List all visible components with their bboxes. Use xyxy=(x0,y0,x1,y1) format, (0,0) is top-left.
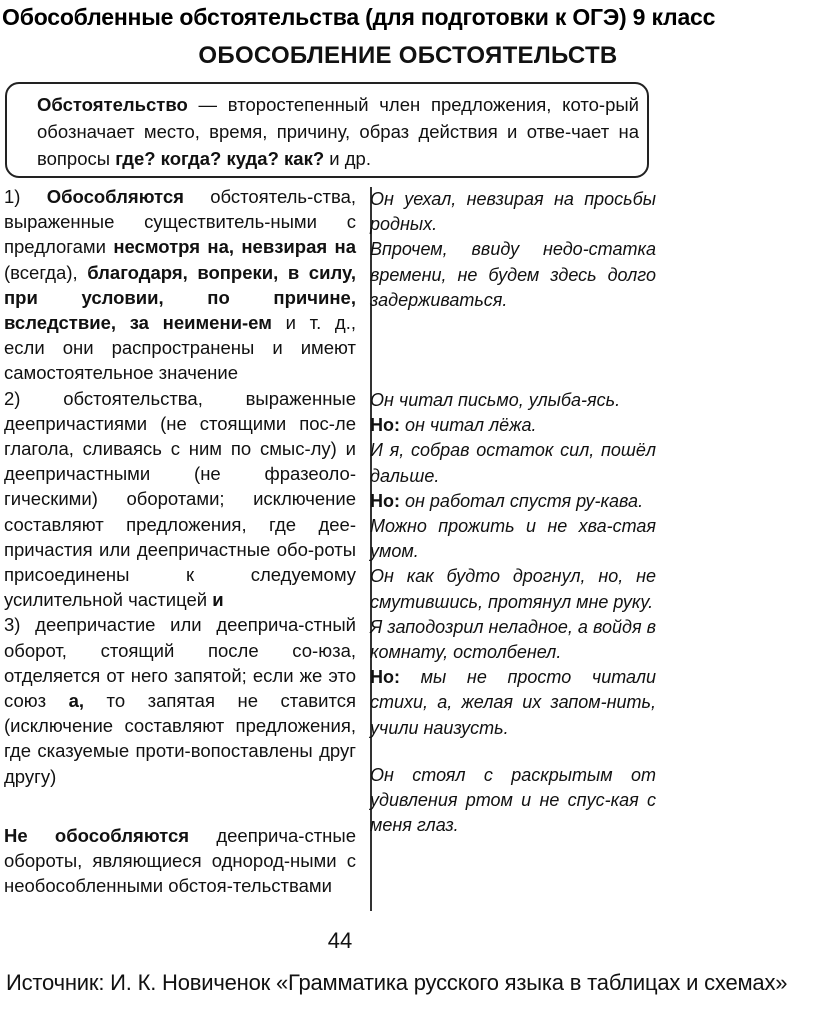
page-number: 44 xyxy=(327,928,353,953)
example-text: мы не просто читали стихи, а, желая их запом-нить, учили наизусть. xyxy=(370,667,656,738)
example-text: он читал лёжа. xyxy=(400,415,537,436)
spacer xyxy=(370,741,656,763)
rule-1-prepositions: несмотря на, невзирая на xyxy=(113,236,356,258)
definition-questions: где? когда? куда? как? xyxy=(115,148,325,169)
example: Впрочем, ввиду недо-статка времени, не будем здесь долго задерживаться. xyxy=(370,239,656,310)
example-lead: Но: xyxy=(370,415,400,436)
example-lead: Но: xyxy=(370,667,400,688)
rule-1-prepositions-2: благодаря, вопреки, в силу, при условии, по причине, вследствие, за неимени-ем xyxy=(4,261,357,334)
definition-term: Обстоятельство xyxy=(37,94,188,115)
rule-1-text-2: (всегда), xyxy=(4,261,88,283)
spacer xyxy=(370,313,656,388)
definition-text: — второстепенный член предложения, кото-рый обозначает место, время, причину, образ действия и отве-чает на вопросы xyxy=(37,94,639,169)
source-caption: Источник: И. К. Новиченок «Грамматика русского языка в таблицах и схемах» xyxy=(6,970,788,995)
definition-box xyxy=(5,82,649,178)
example: Он стоял с раскрытым от удивления ртом и не спус-кая с меня глаз. xyxy=(370,764,656,836)
definition-text-end: и др. xyxy=(324,148,371,169)
rule-2-particle: и xyxy=(212,589,224,611)
rule-not-separated-text: дееприча-стные обороты, являющиеся однород-ными с необособленными обстоя-тельствами xyxy=(4,824,356,897)
rule-3-text-2: то запятая не ставится (исключение составляют предложения, где сказуемые проти-вопоставлены друг другу) xyxy=(4,690,356,787)
rule-2-text: 2) обстоятельства, выраженные деепричастиями (не стоящими пос-ле глагола, сливаясь с ним по смыс-лу) и деепричастными (не фразеоло-гическими) оборотами; исключение составляют предложения, где дее-причастия или деепричастные обо-роты присоединены к следуемому усилительной частицей xyxy=(4,387,356,611)
page-title: ОБОСОБЛЕНИЕ ОБСТОЯТЕЛЬСТВ xyxy=(198,42,618,69)
example xyxy=(370,413,656,438)
example xyxy=(370,665,656,741)
examples-column xyxy=(370,187,656,838)
rule-1-keyword: Обособляются xyxy=(46,186,184,207)
spacer xyxy=(4,789,356,823)
example: Он как будто дрогнул, но, не смутившись, протянул мне руку. xyxy=(370,566,656,612)
rule-1-number: 1) xyxy=(4,186,47,207)
example xyxy=(370,489,656,514)
rules-column xyxy=(4,184,356,898)
rule-2 xyxy=(4,386,356,613)
example: Он уехал, невзирая на просьбы родных. xyxy=(370,189,656,235)
example-text: он работал спустя ру-кава. xyxy=(400,490,644,511)
rule-not-separated xyxy=(4,823,356,899)
example: И я, собрав остаток сил, пошёл дальше. xyxy=(370,440,656,486)
rule-1-text: обстоятель-ства, выраженные существитель-ными с предлогами xyxy=(4,186,356,258)
rule-3-text: 3) деепричастие или дееприча-стный оборот, стоящий после со-юза, отделяется от него запятой; если же это союз xyxy=(4,614,356,712)
rule-3 xyxy=(4,612,356,788)
example-lead: Но: xyxy=(370,490,400,511)
example: Он читал письмо, улыба-ясь. xyxy=(370,390,621,411)
rule-1-text-3: и т. д., если они распространены и имеют самостоятельное значение xyxy=(4,312,356,384)
rule-1 xyxy=(4,184,356,386)
document-header: Обособленные обстоятельства (для подготовки к ОГЭ) 9 класс xyxy=(2,4,716,30)
rule-3-conjunction: а, xyxy=(68,690,85,712)
rule-not-separated-keyword: Не обособляются xyxy=(4,824,190,846)
example: Можно прожить и не хва-стая умом. xyxy=(370,516,656,562)
example: Я заподозрил неладное, а войдя в комнату, остолбенел. xyxy=(370,616,656,663)
